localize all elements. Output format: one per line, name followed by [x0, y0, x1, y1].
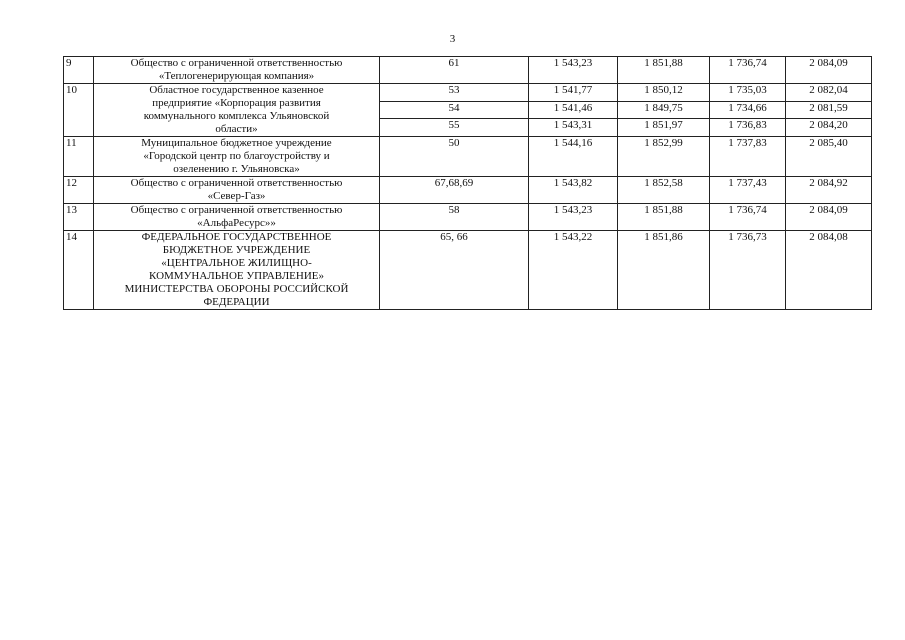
organization-name	[94, 57, 380, 84]
row-number: 14	[64, 231, 94, 310]
value-4: 2 085,40	[786, 137, 872, 177]
value-1: 1 543,23	[529, 204, 618, 231]
value-3: 1 735,03	[710, 84, 786, 102]
value-4: 2 082,04	[786, 84, 872, 102]
row-number: 9	[64, 57, 94, 84]
tariff-table-body	[64, 57, 872, 310]
source-code: 55	[380, 119, 529, 137]
value-1: 1 541,77	[529, 84, 618, 102]
value-3: 1 736,74	[710, 57, 786, 84]
table-row	[64, 137, 872, 177]
organization-name-line: Областное государственное казенное	[149, 84, 324, 96]
value-4: 2 084,20	[786, 119, 872, 137]
organization-name-line: «Городской центр по благоустройству и	[143, 150, 330, 162]
value-2: 1 851,97	[618, 119, 710, 137]
table-row	[64, 84, 872, 102]
organization-name-line: «Север-Газ»	[207, 190, 266, 202]
organization-name-line: МИНИСТЕРСТВА ОБОРОНЫ РОССИЙСКОЙ	[124, 283, 349, 295]
organization-name-line: области»	[215, 123, 258, 135]
organization-name	[94, 231, 380, 310]
table-row	[64, 231, 872, 310]
row-number: 13	[64, 204, 94, 231]
organization-name-line: Общество с ограниченной ответственностью	[130, 204, 343, 216]
organization-name-line: «АльфаРесурс»»	[197, 217, 276, 229]
value-2: 1 852,99	[618, 137, 710, 177]
value-1: 1 541,46	[529, 101, 618, 119]
value-2: 1 849,75	[618, 101, 710, 119]
row-number: 10	[64, 84, 94, 137]
organization-name-line: коммунального комплекса Ульяновской	[143, 110, 330, 122]
value-4: 2 084,09	[786, 204, 872, 231]
value-1: 1 543,31	[529, 119, 618, 137]
organization-name	[94, 204, 380, 231]
organization-name-line: КОММУНАЛЬНОЕ УПРАВЛЕНИЕ»	[149, 270, 324, 282]
row-number: 12	[64, 177, 94, 204]
value-2: 1 852,58	[618, 177, 710, 204]
organization-name-line: ФЕДЕРАЛЬНОЕ ГОСУДАРСТВЕННОЕ	[141, 231, 332, 243]
organization-name-line: Муниципальное бюджетное учреждение	[141, 137, 332, 149]
value-2: 1 851,88	[618, 204, 710, 231]
organization-name-line: озеленению г. Ульяновска»	[173, 163, 300, 175]
value-2: 1 851,86	[618, 231, 710, 310]
organization-name-line: Общество с ограниченной ответственностью	[130, 177, 343, 189]
organization-name	[94, 137, 380, 177]
source-code: 58	[380, 204, 529, 231]
value-1: 1 544,16	[529, 137, 618, 177]
source-code: 54	[380, 101, 529, 119]
source-code: 53	[380, 84, 529, 102]
table-row	[64, 177, 872, 204]
organization-name-line: «ЦЕНТРАЛЬНОЕ ЖИЛИЩНО-	[161, 257, 312, 269]
value-4: 2 084,92	[786, 177, 872, 204]
value-4: 2 084,08	[786, 231, 872, 310]
tariff-table	[63, 56, 872, 310]
source-code: 67,68,69	[380, 177, 529, 204]
value-3: 1 736,83	[710, 119, 786, 137]
organization-name-line: Общество с ограниченной ответственностью	[130, 57, 343, 69]
value-1: 1 543,23	[529, 57, 618, 84]
value-4: 2 084,09	[786, 57, 872, 84]
value-3: 1 737,43	[710, 177, 786, 204]
table-row	[64, 204, 872, 231]
value-2: 1 850,12	[618, 84, 710, 102]
source-code: 61	[380, 57, 529, 84]
row-number: 11	[64, 137, 94, 177]
value-3: 1 736,74	[710, 204, 786, 231]
value-1: 1 543,82	[529, 177, 618, 204]
organization-name-line: «Теплогенерирующая компания»	[158, 70, 315, 82]
table-row	[64, 57, 872, 84]
value-3: 1 736,73	[710, 231, 786, 310]
source-code: 50	[380, 137, 529, 177]
page-number: 3	[449, 33, 456, 45]
value-3: 1 734,66	[710, 101, 786, 119]
organization-name	[94, 84, 380, 137]
source-code: 65, 66	[380, 231, 529, 310]
organization-name-line: ФЕДЕРАЦИИ	[203, 296, 270, 308]
value-4: 2 081,59	[786, 101, 872, 119]
value-1: 1 543,22	[529, 231, 618, 310]
organization-name-line: БЮДЖЕТНОЕ УЧРЕЖДЕНИЕ	[162, 244, 311, 256]
organization-name	[94, 177, 380, 204]
organization-name-line: предприятие «Корпорация развития	[152, 97, 321, 109]
value-2: 1 851,88	[618, 57, 710, 84]
value-3: 1 737,83	[710, 137, 786, 177]
